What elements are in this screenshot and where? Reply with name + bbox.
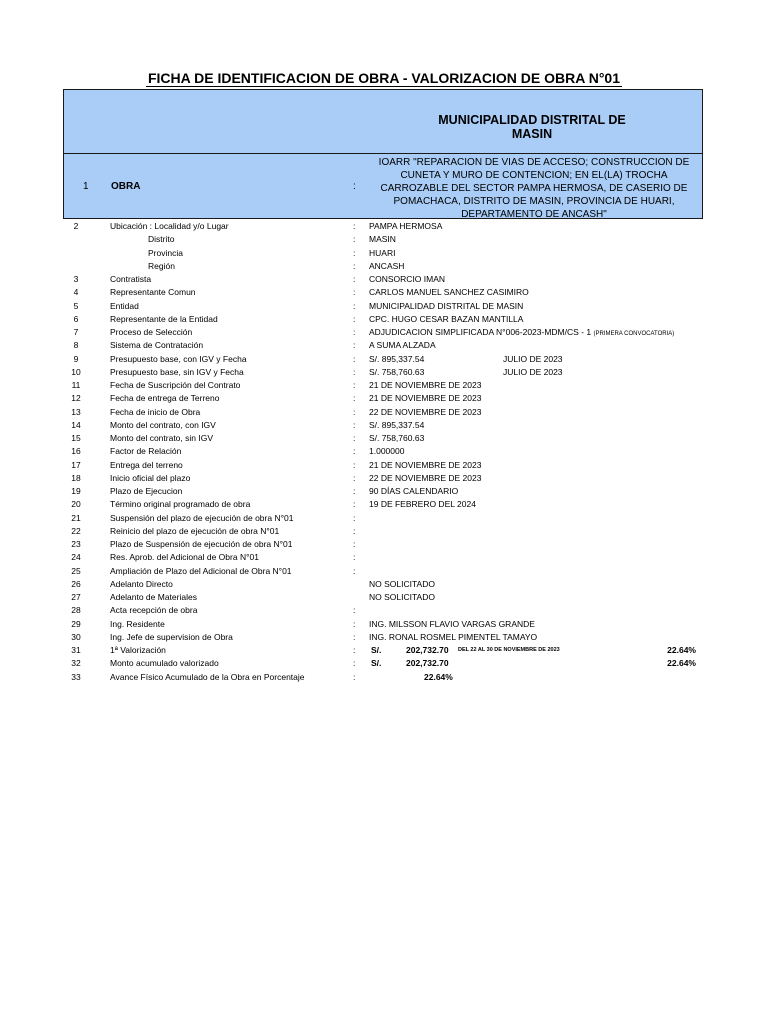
acumulado-percent: 22.64% (667, 658, 696, 669)
row-number: 3 (73, 274, 79, 284)
row-date: JULIO DE 2023 (503, 353, 563, 364)
row-label: Representante Comun (110, 287, 196, 298)
row-value: NO SOLICITADO (369, 578, 435, 589)
row-colon: : (353, 247, 356, 258)
table-row (0, 339, 768, 352)
row-label: Ing. Residente (110, 618, 165, 629)
row-value: 1.000000 (369, 446, 405, 457)
row-number: 24 (71, 552, 81, 563)
row-label: Acta recepción de obra (110, 605, 198, 616)
row-colon: : (353, 234, 356, 245)
row-label: Región (148, 260, 175, 271)
table-row (0, 591, 768, 604)
row-colon: : (353, 658, 356, 669)
row-label: Plazo de Suspensión de ejecución de obra N°01 (110, 539, 293, 549)
row-number: 2 (73, 221, 79, 231)
avance-row (0, 671, 768, 684)
row-colon: : (353, 525, 356, 536)
obra-colon: : (353, 181, 356, 192)
row-label: Monto del contrato, sin IGV (110, 433, 213, 443)
row-colon: : (353, 631, 356, 642)
table-row (0, 485, 768, 498)
valorizacion-percent: 22.64% (667, 645, 696, 655)
table-row (0, 512, 768, 525)
row-colon: : (353, 499, 356, 510)
acumulado-row (0, 657, 768, 670)
row-number: 19 (71, 486, 81, 496)
header-box (63, 89, 703, 219)
table-row (0, 631, 768, 644)
table-row (0, 392, 768, 405)
row-label: Representante de la Entidad (110, 313, 218, 324)
row-value: ADJUDICACION SIMPLIFICADA N°006-2023-MDM/CS - 1 (369, 327, 592, 337)
row-label: Contratista (110, 274, 152, 284)
table-row (0, 247, 768, 260)
row-number: 20 (71, 499, 81, 510)
row-number: 29 (71, 618, 81, 629)
row-number: 14 (71, 419, 81, 430)
valorizacion-period: DEL 22 AL 30 DE NOVIEMBRE DE 2023 (458, 647, 560, 653)
row-colon: : (353, 618, 356, 629)
table-row (0, 313, 768, 326)
row-label: Ampliación de Plazo del Adicional de Obra N°01 (110, 565, 292, 576)
acumulado-amount: 202,732.70 (406, 658, 449, 669)
row-number: 16 (71, 446, 81, 457)
row-value: S/. 758,760.63 (369, 366, 425, 377)
table-row (0, 419, 768, 432)
row-label: Término original programado de obra (110, 499, 251, 510)
row-colon: : (353, 671, 356, 682)
table-row (0, 445, 768, 458)
row-colon: : (353, 539, 356, 549)
row-value: S/. 895,337.54 (369, 353, 425, 364)
row-number: 13 (71, 406, 81, 417)
row-label: 1ª Valorización (110, 645, 166, 655)
row-colon: : (353, 472, 356, 483)
row-number: 18 (71, 472, 81, 483)
document-title-text: FICHA DE IDENTIFICACION DE OBRA - VALORIZACION DE OBRA N°01 (147, 70, 620, 86)
row-label: Monto del contrato, con IGV (110, 419, 216, 430)
row-number: 12 (71, 393, 81, 404)
row-colon: : (353, 380, 356, 390)
row-colon: : (353, 327, 356, 337)
row-colon: : (353, 645, 356, 655)
row-value: A SUMA ALZADA (369, 340, 436, 351)
row-colon: : (353, 605, 356, 616)
obra-number: 1 (83, 181, 89, 192)
row-number: 9 (73, 353, 79, 364)
row-value: MASIN (369, 234, 396, 245)
row-number: 10 (71, 366, 81, 377)
row-label: Avance Físico Acumulado de la Obra en Porcentaje (110, 671, 305, 682)
row-value: CONSORCIO IMAN (369, 274, 446, 284)
row-value: 21 DE NOVIEMBRE DE 2023 (369, 459, 482, 470)
row-colon: : (353, 433, 356, 443)
row-colon: : (353, 340, 356, 351)
row-number: 17 (71, 459, 81, 470)
row-value: CPC. HUGO CESAR BAZAN MANTILLA (369, 313, 524, 324)
row-label: Adelanto Directo (110, 578, 173, 589)
row-label: Presupuesto base, con IGV y Fecha (110, 353, 247, 364)
row-value: ING. MILSSON FLAVIO VARGAS GRANDE (369, 618, 535, 629)
row-label: Inicio oficial del plazo (110, 472, 191, 483)
row-label: Sistema de Contratación (110, 340, 204, 351)
row-value: 22 DE NOVIEMBRE DE 2023 (369, 406, 482, 417)
row-colon: : (353, 221, 356, 231)
valorizacion-row (0, 644, 768, 657)
avance-percent: 22.64% (424, 671, 453, 682)
table-row (0, 578, 768, 591)
row-colon: : (353, 300, 356, 311)
row-value: NO SOLICITADO (369, 592, 435, 602)
table-row (0, 432, 768, 445)
row-colon: : (353, 459, 356, 470)
row-colon: : (353, 512, 356, 523)
obra-description: IOARR "REPARACION DE VIAS DE ACCESO; CONSTRUCCION DE CUNETA Y MURO DE CONTENCION; EN EL(LA) TROCHA CARROZABLE DEL SECTOR PAMPA HERMOSA, DE CASERIO DE POMACHACA, DISTRITO DE MASIN, PROVINCIA DE HUARI, DEPARTAMENTO DE ANCASH" (378, 157, 690, 220)
table-row (0, 406, 768, 419)
row-number: 21 (71, 512, 81, 523)
header-divider (64, 153, 702, 154)
row-date: JULIO DE 2023 (503, 366, 563, 377)
row-number: 27 (71, 592, 81, 602)
row-label: Ubicación : Localidad y/o Lugar (110, 221, 229, 231)
table-row (0, 366, 768, 379)
row-colon: : (353, 287, 356, 298)
row-value-note: (PRIMERA CONVOCATORIA) (593, 331, 675, 337)
row-value: 22 DE NOVIEMBRE DE 2023 (369, 472, 482, 483)
table-row (0, 353, 768, 366)
row-value: ANCASH (369, 260, 405, 271)
table-row (0, 379, 768, 392)
row-value: 19 DE FEBRERO DEL 2024 (369, 499, 476, 510)
row-colon: : (353, 353, 356, 364)
table-row (0, 565, 768, 578)
row-label: Monto acumulado valorizado (110, 658, 219, 669)
table-row (0, 618, 768, 631)
row-value: MUNICIPALIDAD DISTRITAL DE MASIN (369, 300, 524, 311)
row-number: 15 (71, 433, 81, 443)
row-label: Proceso de Selección (110, 327, 193, 337)
table-row (0, 286, 768, 299)
row-number: 5 (73, 300, 79, 311)
row-label: Entrega del terreno (110, 459, 183, 470)
document-title (0, 70, 768, 86)
row-colon: : (353, 419, 356, 430)
row-colon: : (353, 313, 356, 324)
row-label: Fecha de inicio de Obra (110, 406, 201, 417)
row-label: Res. Aprob. del Adicional de Obra N°01 (110, 552, 259, 563)
entity-name: MUNICIPALIDAD DISTRITAL DE MASIN (438, 113, 626, 141)
row-label: Ing. Jefe de supervision de Obra (110, 631, 233, 642)
row-label: Fecha de Suscripción del Contrato (110, 380, 241, 390)
table-row (0, 525, 768, 538)
row-value: ING. RONAL ROSMEL PIMENTEL TAMAYO (369, 631, 538, 642)
row-colon: : (353, 446, 356, 457)
row-colon: : (353, 486, 356, 496)
table-row (0, 300, 768, 313)
row-number: 4 (73, 287, 79, 298)
table-row (0, 326, 768, 339)
row-label: Entidad (110, 300, 139, 311)
row-colon: : (353, 552, 356, 563)
table-row (0, 273, 768, 286)
valorizacion-amount: 202,732.70 (406, 645, 449, 655)
row-colon: : (353, 565, 356, 576)
row-number: 22 (71, 525, 81, 536)
row-label: Presupuesto base, sin IGV y Fecha (110, 366, 244, 377)
row-label: Adelanto de Materiales (110, 592, 197, 602)
row-number: 11 (71, 380, 81, 390)
table-row (0, 233, 768, 246)
table-row (0, 604, 768, 617)
row-number: 8 (73, 340, 79, 351)
row-value: 90 DÍAS CALENDARIO (369, 486, 459, 496)
row-number: 32 (71, 658, 81, 669)
row-number: 23 (71, 539, 81, 549)
row-label: Plazo de Ejecucion (110, 486, 183, 496)
table-row (0, 459, 768, 472)
row-label: Reinicio del plazo de ejecución de obra N°01 (110, 525, 280, 536)
row-colon: : (353, 366, 356, 377)
row-number: 31 (71, 645, 81, 655)
row-value: S/. 758,760.63 (369, 433, 425, 443)
currency-symbol: S/. (371, 645, 382, 655)
table-row (0, 538, 768, 551)
row-label: Fecha de entrega de Terreno (110, 393, 220, 404)
row-number: 7 (73, 327, 79, 337)
row-value: HUARI (369, 247, 396, 258)
table-row (0, 498, 768, 511)
row-colon: : (353, 274, 356, 284)
row-number: 26 (71, 578, 81, 589)
row-value: 21 DE NOVIEMBRE DE 2023 (369, 393, 482, 404)
row-label: Distrito (148, 234, 175, 245)
row-colon: : (353, 406, 356, 417)
table-row (0, 551, 768, 564)
row-value: 21 DE NOVIEMBRE DE 2023 (369, 380, 482, 390)
row-number: 30 (71, 631, 81, 642)
data-rows (0, 220, 768, 684)
row-colon: : (353, 260, 356, 271)
row-label: Factor de Relación (110, 446, 182, 457)
row-number: 25 (71, 565, 81, 576)
row-value: PAMPA HERMOSA (369, 221, 443, 231)
row-label: Provincia (148, 247, 183, 258)
obra-label: OBRA (111, 181, 141, 192)
row-number: 6 (73, 313, 79, 324)
row-number: 28 (71, 605, 81, 616)
table-row (0, 472, 768, 485)
row-label: Suspensión del plazo de ejecución de obra N°01 (110, 512, 294, 523)
table-row (0, 260, 768, 273)
currency-symbol: S/. (371, 658, 382, 669)
row-value: S/. 895,337.54 (369, 419, 425, 430)
table-row (0, 220, 768, 233)
row-colon: : (353, 393, 356, 404)
row-number: 33 (71, 671, 81, 682)
row-value: CARLOS MANUEL SANCHEZ CASIMIRO (369, 287, 529, 298)
